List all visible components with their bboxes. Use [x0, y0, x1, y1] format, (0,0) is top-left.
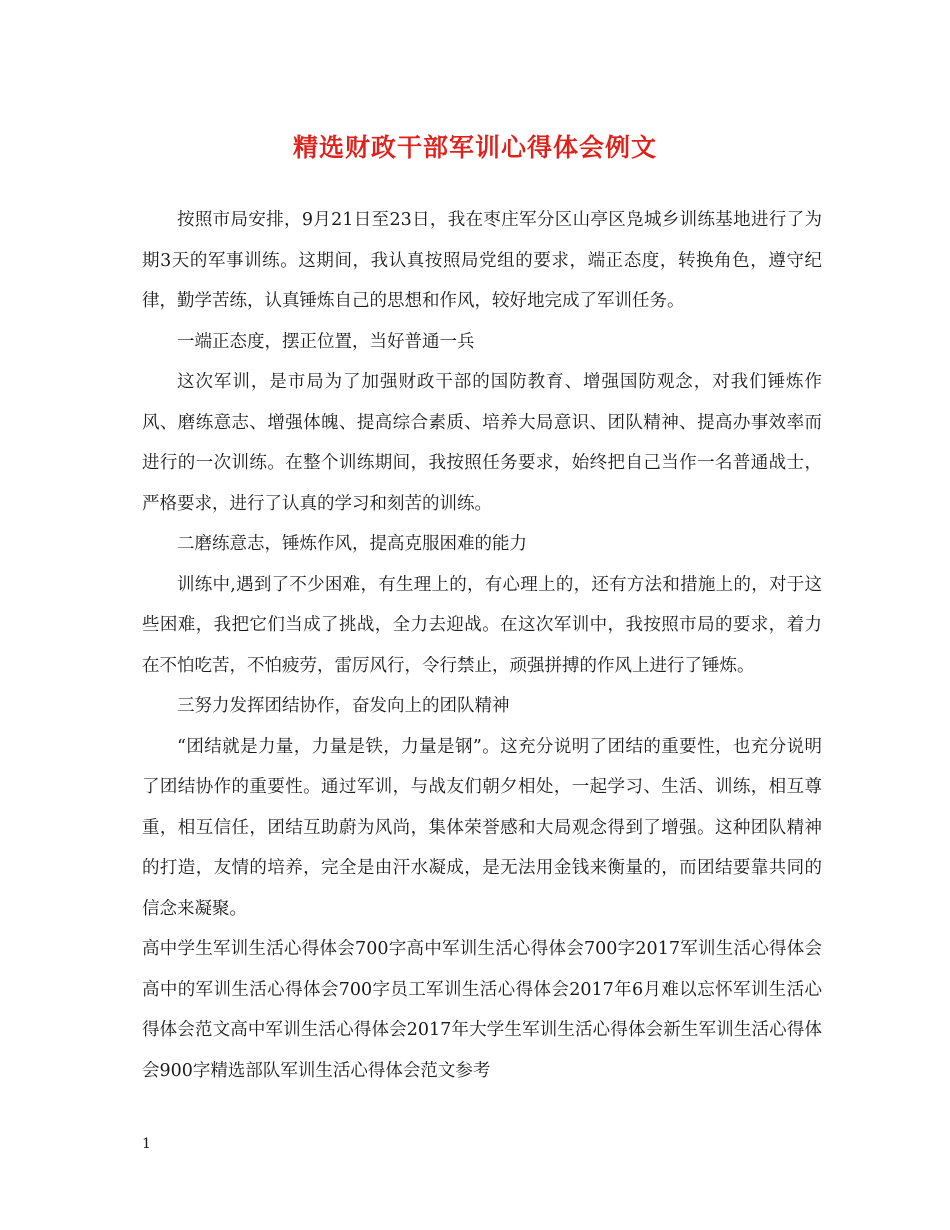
- section-2-paragraph: 训练中,遇到了不少困难，有生理上的，有心理上的，还有方法和措施上的，对于这些困难，我把它们当成了挑战，全力去迎战。在这次军训中，我按照市局的要求，着力在不怕吃苦，不怕疲劳，雷厉风行，令行禁止，顽强拼搏的作风上进行了锤炼。: [142, 574, 822, 676]
- document-title: 精选财政干部军训心得体会例文: [292, 133, 657, 162]
- section-heading-2: 二磨练意志，锤炼作风，提高克服困难的能力: [177, 534, 527, 554]
- page-number: 1: [142, 1136, 151, 1152]
- document-body: [142, 200, 822, 1091]
- section-heading-1: 一端正态度，摆正位置，当好普通一兵: [177, 331, 475, 352]
- related-links-text: 高中学生军训生活心得体会700字高中军训生活心得体会700字2017军训生活心得体会高中的军训生活心得体会700字员工军训生活心得体会2017年6月难以忘怀军训生活心得体会范文高中军训生活心得体会2017年大学生军训生活心得体会新生军训生活心得体会900字精选部队军训生活心得体会范文参考: [142, 939, 822, 1081]
- section-3-paragraph: “团结就是力量，力量是铁，力量是钢”。这充分说明了团结的重要性，也充分说明了团结协作的重要性。通过军训，与战友们朝夕相处，一起学习、生活、训练，相互尊重，相互信任，团结互助蔚为风尚，集体荣誉感和大局观念得到了增强。这种团队精神的打造，友情的培养，完全是由汗水凝成，是无法用金钱来衡量的，而团结要靠共同的信念来凝聚。: [142, 736, 822, 919]
- section-1-paragraph: 这次军训，是市局为了加强财政干部的国防教育、增强国防观念，对我们锤炼作风、磨练意志、增强体魄、提高综合素质、培养大局意识、团队精神、提高办事效率而进行的一次训练。在整个训练期间，我按照任务要求，始终把自己当作一名普通战士，严格要求，进行了认真的学习和刻苦的训练。: [142, 372, 822, 514]
- section-heading-3: 三努力发挥团结协作，奋发向上的团队精神: [177, 696, 510, 716]
- intro-paragraph: 按照市局安排，9月21日至23日，我在枣庄军分区山亭区凫城乡训练基地进行了为期3天的军事训练。这期间，我认真按照局党组的要求，端正态度，转换角色，遵守纪律，勤学苦练，认真锤炼自己的思想和作风，较好地完成了军训任务。: [142, 210, 822, 311]
